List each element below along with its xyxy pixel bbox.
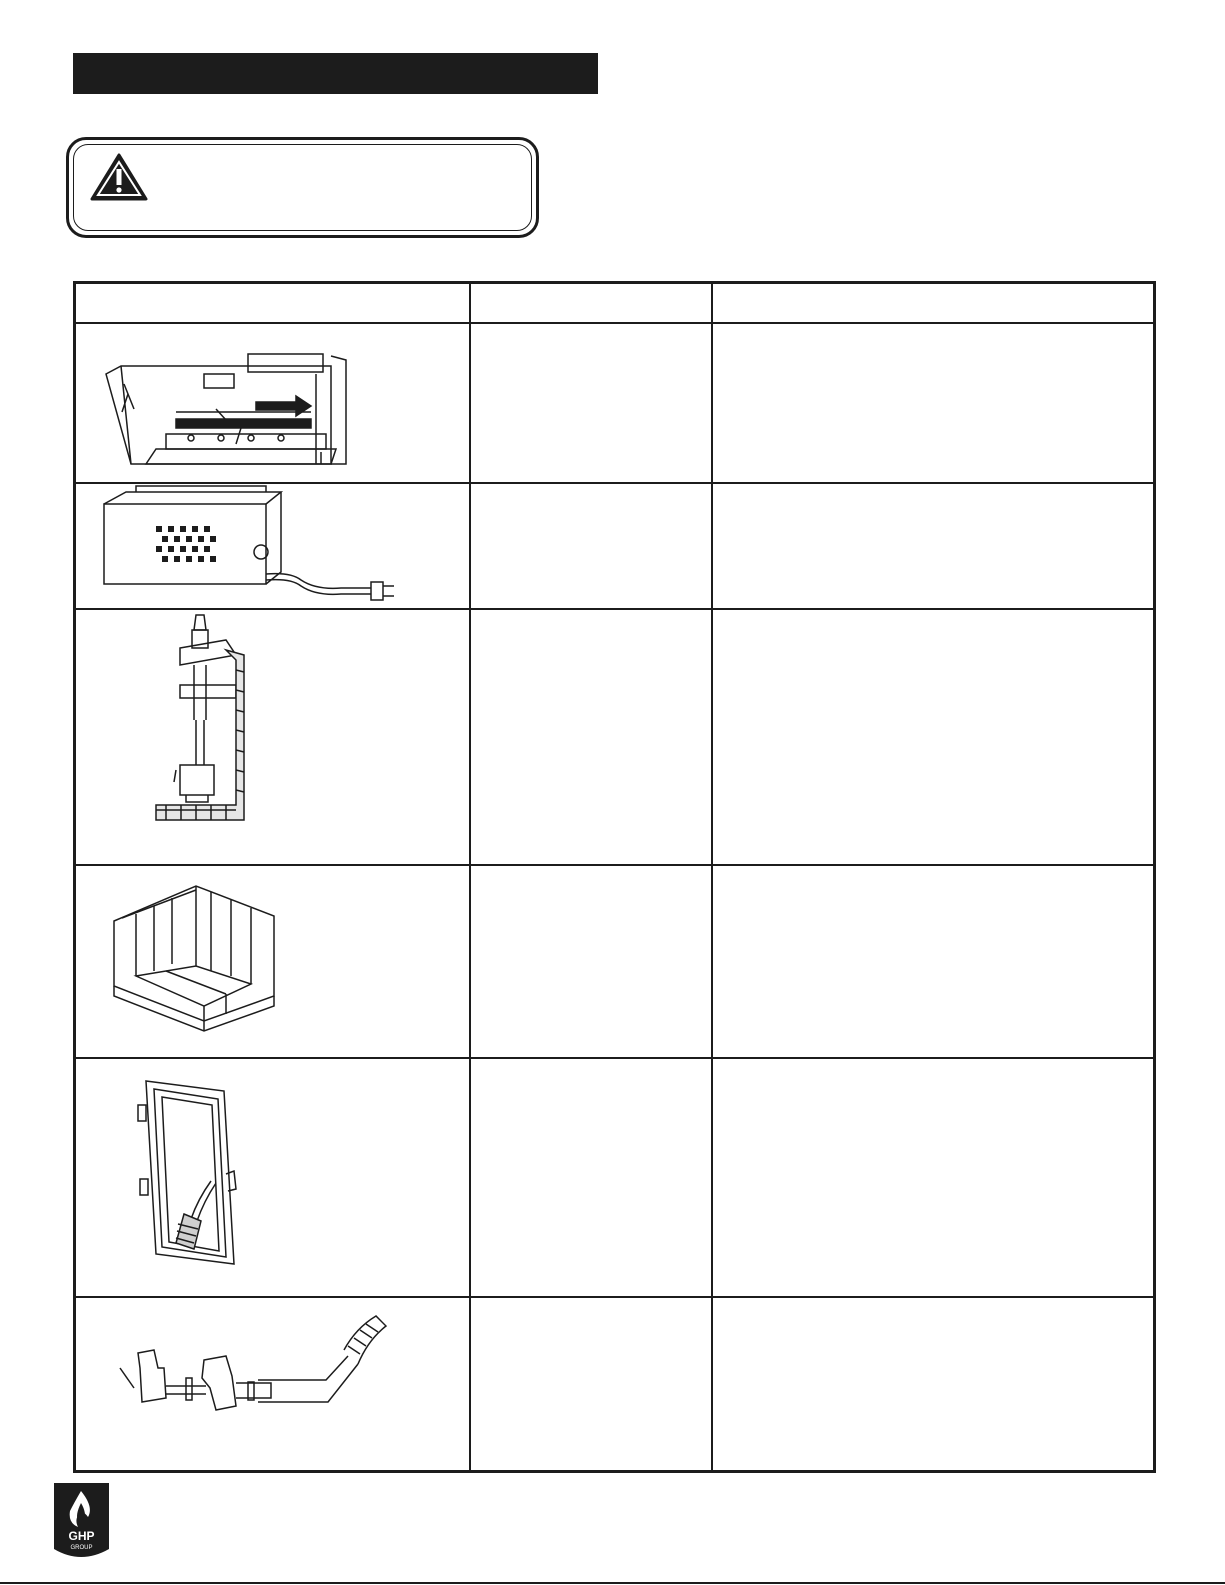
- illustration-cell: [75, 1058, 470, 1297]
- illustration-cell: [75, 865, 470, 1058]
- header-cell-3: [712, 283, 1155, 324]
- bottom-rule: [0, 1582, 1225, 1584]
- table-row: [75, 865, 1155, 1058]
- description-cell: [470, 483, 712, 609]
- detail-cell: [712, 609, 1155, 865]
- fireplace-insert-drawing: [76, 324, 466, 482]
- logo-text-group: GROUP: [70, 1545, 93, 1551]
- description-cell: [470, 609, 712, 865]
- description-cell: [470, 1058, 712, 1297]
- header-cell-2: [470, 283, 712, 324]
- detail-cell: [712, 323, 1155, 483]
- illustration-cell: [75, 483, 470, 609]
- table-row: [75, 323, 1155, 483]
- warning-triangle-icon: [89, 152, 149, 202]
- table-header-row: [75, 283, 1155, 324]
- description-cell: [470, 865, 712, 1058]
- blower-drawing: [76, 484, 466, 608]
- detail-cell: [712, 1058, 1155, 1297]
- section-title: [73, 61, 87, 86]
- description-cell: [470, 1297, 712, 1471]
- header-cell-1: [75, 283, 470, 324]
- glass-door-drawing: [76, 1059, 466, 1295]
- table-row: [75, 1297, 1155, 1471]
- illustration-cell: [75, 609, 470, 865]
- refractory-panels-drawing: [76, 866, 466, 1056]
- illustration-cell: [75, 1297, 470, 1471]
- detail-cell: [712, 865, 1155, 1058]
- detail-cell: [712, 483, 1155, 609]
- section-title-bar: [73, 53, 598, 94]
- description-cell: [470, 323, 712, 483]
- chimney-vent-drawing: [76, 610, 466, 864]
- table-row: [75, 609, 1155, 865]
- illustration-cell: [75, 323, 470, 483]
- door-handle-assembly-drawing: [76, 1298, 466, 1470]
- logo-text-ghp: GHP: [68, 1529, 95, 1543]
- warning-box: [66, 137, 539, 238]
- detail-cell: [712, 1297, 1155, 1471]
- accessories-table: [73, 281, 1156, 1473]
- ghp-group-logo-icon: [54, 1483, 109, 1561]
- table-row: [75, 483, 1155, 609]
- table-row: [75, 1058, 1155, 1297]
